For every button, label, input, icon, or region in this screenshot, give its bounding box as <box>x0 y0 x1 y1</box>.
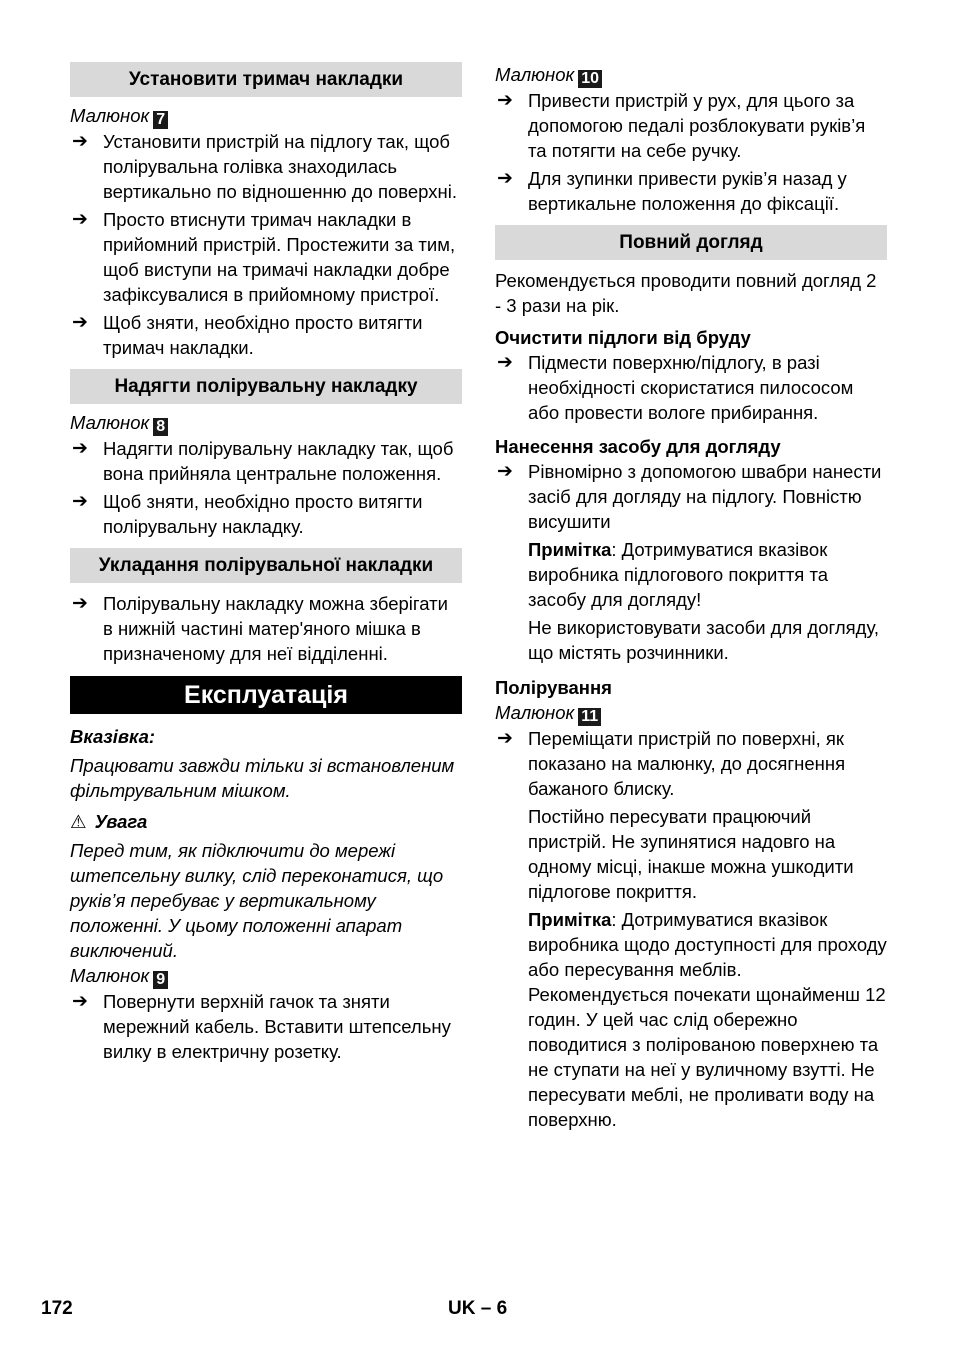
note-text: Примітка: Дотримуватися вказівок виробника підлогового покриття та засобу для догляду! <box>528 539 829 610</box>
list-item: ➔ Переміщати пристрій по поверхні, як показано на малюнку, до досягнення бажаного блиску. <box>497 728 846 799</box>
arrow-right-icon: ➔ <box>72 438 88 459</box>
list-item: ➔ Щоб зняти, необхідно просто витягти полірувальну накладку. <box>72 491 423 537</box>
arrow-right-icon: ➔ <box>72 991 88 1012</box>
note-text: Працювати завжди тільки зі встановленим фільтрувальним мішком. <box>70 755 455 801</box>
left-column <box>70 62 462 1064</box>
list-item: ➔ Щоб зняти, необхідно просто витягти тримач накладки. <box>72 312 423 358</box>
list-item: ➔ Повернути верхній гачок та зняти мережний кабель. Вставити штепсельну вилку в електричну розетку. <box>72 991 451 1062</box>
arrow-right-icon: ➔ <box>72 131 88 152</box>
figure-number: 7 <box>153 111 168 129</box>
section-title-install-holder: Установити тримач накладки <box>70 62 462 97</box>
arrow-right-icon: ➔ <box>72 312 88 333</box>
subheading-apply: Нанесення засобу для догляду <box>495 436 781 457</box>
list-item: ➔ Підмести поверхню/підлогу, в разі необхідності скористатися пилососом або провести вологе прибирання. <box>497 352 854 423</box>
list-item: ➔ Надягти полірувальну накладку так, щоб вона прийняла центральне положення. <box>72 438 454 484</box>
list-item: ➔ Полірувальну накладку можна зберігати в нижній частині матер'яного мішка в призначеному для неї відділенні. <box>72 593 448 664</box>
figure-reference: Малюнок 11 <box>495 700 887 726</box>
intro-text: Рекомендується проводити повний догляд 2 - 3 рази на рік. <box>495 270 877 316</box>
note-text: Не використовувати засоби для догляду, що містять розчинники. <box>528 617 879 663</box>
section-title-operation: Експлуатація <box>70 676 462 714</box>
arrow-right-icon: ➔ <box>497 728 513 749</box>
arrow-right-icon: ➔ <box>497 461 513 482</box>
figure-number: 10 <box>578 70 602 88</box>
figure-number: 9 <box>153 971 168 989</box>
note-heading: Вказівка: <box>70 726 156 747</box>
list-item: ➔ Установити пристрій на підлогу так, щоб полірувальна голівка знаходилась вертикально по відношенню до поверхні. <box>72 131 457 202</box>
subheading-polish: Полірування <box>495 677 612 698</box>
figure-reference: Малюнок 8 <box>70 410 462 436</box>
list-item: ➔ Просто втиснути тримач накладки в прийомний пристрій. Простежити за тим, щоб виступи на тримачі накладки добре зафіксувалися в прийомному пристрої. <box>72 209 456 305</box>
subheading-clean: Очистити підлоги від бруду <box>495 327 751 348</box>
figure-reference: Малюнок 9 <box>70 963 462 989</box>
arrow-right-icon: ➔ <box>72 209 88 230</box>
figure-number: 11 <box>578 708 601 726</box>
section-title-attach-pad: Надягти полірувальну накладку <box>70 369 462 404</box>
warning-text: Перед тим, як підключити до мережі штепсельну вилку, слід переконатися, що руків’я перебуває у вертикальному положенні. У цьому положенні апарат виключений. <box>70 840 444 961</box>
page-number: 172 <box>41 1298 73 1319</box>
arrow-right-icon: ➔ <box>72 593 88 614</box>
figure-number: 8 <box>153 418 168 436</box>
warning-triangle-icon: ⚠ <box>70 811 87 832</box>
arrow-right-icon: ➔ <box>497 90 513 111</box>
list-item: ➔ Для зупинки привести руків’я назад у вертикальне положення до фіксації. <box>497 168 847 214</box>
arrow-right-icon: ➔ <box>497 168 513 189</box>
right-column <box>495 62 887 1132</box>
body-text: Постійно пересувати працюючий пристрій. Не зупинятися надовго на одному місці, інакше можна ушкодити підлогове покриття. <box>528 806 854 902</box>
note-text: Примітка: Дотримуватися вказівок виробника щодо доступності для проходу або пересування меблів. Рекомендується почекати щонайменш 12 годин. У цей час слід обережно поводитися з полірованою поверхнею та не ступати на неї у вуличному взутті. Не пересувати меблі, не проливати воду на поверхню. <box>528 909 887 1130</box>
section-title-store-pad: Укладання полірувальної накладки <box>70 548 462 583</box>
section-code: UK – 6 <box>448 1298 508 1319</box>
arrow-right-icon: ➔ <box>72 491 88 512</box>
arrow-right-icon: ➔ <box>497 352 513 373</box>
figure-reference: Малюнок 7 <box>70 103 462 129</box>
section-title-full-care: Повний догляд <box>495 225 887 260</box>
list-item: ➔ Привести пристрій у рух, для цього за допомогою педалі розблокувати руків’я та потягти на себе ручку. <box>497 90 866 161</box>
figure-reference: Малюнок 10 <box>495 62 887 88</box>
warning-heading: ⚠ Увага <box>70 811 148 832</box>
list-item: ➔ Рівномірно з допомогою швабри нанести засіб для догляду на підлогу. Повністю висушити <box>497 461 882 532</box>
